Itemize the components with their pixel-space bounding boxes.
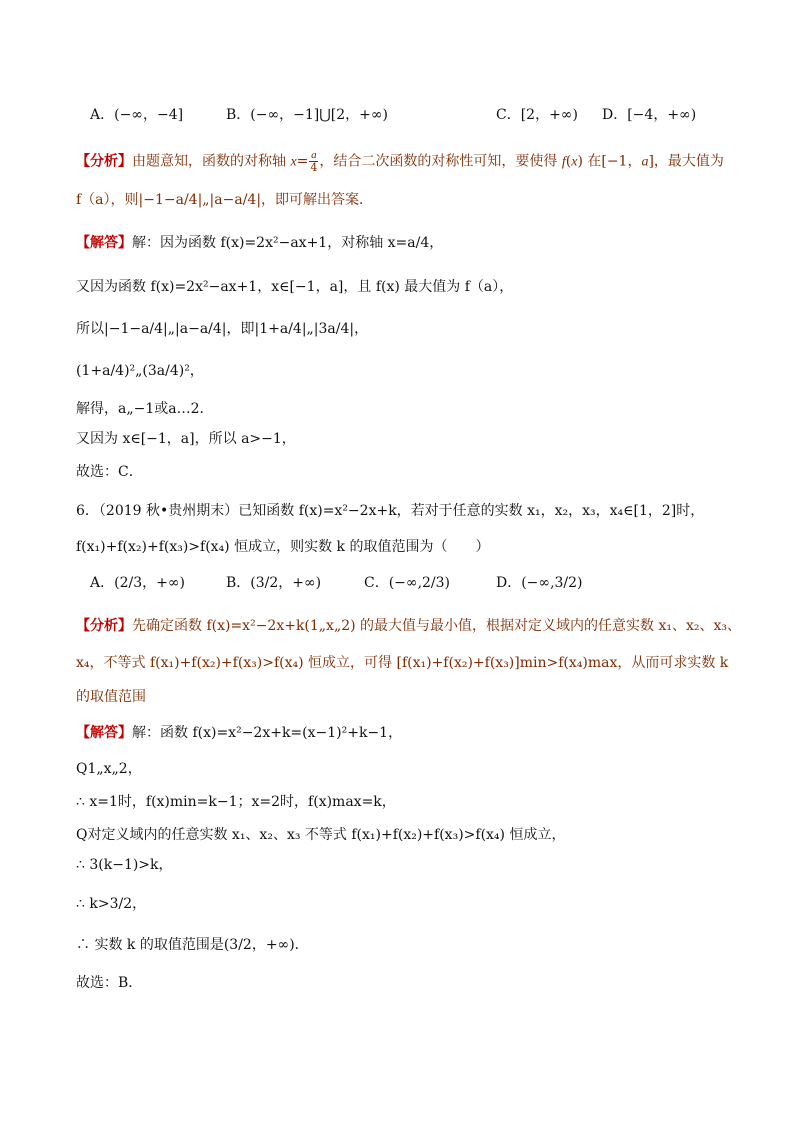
- q6-solution-line7: ∴ 实数 k 的取值范围是(3/2，+∞)．: [76, 937, 309, 953]
- q5-solution-line5: 解得，a„−1或a…2．: [76, 401, 214, 417]
- q6-solution-line6: ∴ k>3/2，: [76, 896, 147, 912]
- q6-solution-line3: ∴ x=1时，f(x)min=k−1；x=2时，f(x)max=k，: [76, 794, 396, 810]
- q5-solution-line1: [76, 236, 443, 250]
- option-a: A．(2/3，+∞): [90, 575, 185, 591]
- text: 由题意知，函数的对称轴: [132, 153, 291, 170]
- option-c: C．(−∞,2/3): [364, 575, 451, 591]
- option-b: B．(−∞，−1]⋃[2，+∞): [226, 107, 388, 123]
- option-d: D．(−∞,3/2): [496, 575, 583, 591]
- solution-tag: 【解答】: [76, 725, 132, 741]
- solution-tag: 【解答】: [76, 235, 132, 251]
- q5-solution-line4: (1+a/4)²„(3a/4)²，: [76, 363, 204, 379]
- text: 在[−1，: [582, 153, 642, 170]
- analysis-tag: 【分析】: [76, 618, 132, 634]
- q6-solution-line2: Q1„x„2，: [76, 761, 142, 777]
- q6-solution-line4: Q对定义域内的任意实数 x₁、x₂、x₃ 不等式 f(x₁)+f(x₂)+f(x₃)>f(x₄) 恒成立，: [76, 827, 566, 843]
- q6-solution-line1: [76, 726, 402, 740]
- q6-analysis-line2: x₄，不等式 f(x₁)+f(x₂)+f(x₃)>f(x₄) 恒成立，可得 [f(x₁)+f(x₂)+f(x₃)]min>f(x₄)max，从而可求实数 k: [76, 655, 729, 671]
- option-d: D．[−4，+∞): [602, 107, 697, 123]
- q6-stem-line2: f(x₁)+f(x₂)+f(x₃)>f(x₄) 恒成立，则实数 k 的取值范围为（ ）: [76, 539, 490, 555]
- q5-analysis-line1: 【分析】由题意知，函数的对称轴 x= $\frac{a}{4}$ ，结合二次函数的对称性可知，要使得 f(x) 在[−1，a]，最大值为: [76, 149, 724, 174]
- q6-solution-line8: 故选：B．: [76, 975, 143, 991]
- math: f: [561, 154, 566, 170]
- q5-solution-line6: 又因为 x∈[−1，a]，所以 a>−1，: [76, 431, 296, 447]
- option-c: C．[2，+∞): [496, 107, 578, 123]
- text: 先确定函数 f(x)=x²−2x+k(1„x„2) 的最大值与最小值，根据对定义域内的任意实数 x₁、x₂、x₃、: [132, 618, 741, 634]
- option-b: B．(3/2，+∞): [226, 575, 322, 591]
- text: ，结合二次函数的对称性可知，要使得: [319, 153, 562, 170]
- q5-solution-line3: 所以|−1−a/4|„|a−a/4|，即|1+a/4|„|3a/4|，: [76, 321, 369, 337]
- option-a: A．(−∞，−4]: [90, 107, 184, 123]
- q6-analysis-line3: 的取值范围: [76, 689, 146, 705]
- text: ]，最大值为: [648, 153, 724, 170]
- text: 解：因为函数 f(x)=2x²−ax+1，对称轴 x=a/4，: [132, 235, 444, 251]
- q6-analysis-line1: [76, 619, 741, 633]
- q5-solution-line7: 故选：C．: [76, 464, 143, 480]
- fraction: $\frac{a}{4}$: [310, 149, 318, 174]
- q5-analysis-line2: f（a），则|−1−a/4|„|a−a/4|，即可解出答案．: [76, 192, 374, 208]
- text: 解：函数 f(x)=x²−2x+k=(x−1)²+k−1，: [132, 725, 403, 741]
- q5-solution-line2: 又因为函数 f(x)=2x²−ax+1，x∈[−1，a]，且 f(x) 最大值为 f（a），: [76, 279, 514, 295]
- analysis-tag: 【分析】: [76, 153, 132, 170]
- math: x: [290, 154, 297, 170]
- q6-solution-line5: ∴ 3(k−1)>k，: [76, 857, 173, 873]
- q6-stem-line1: 6．（2019 秋•贵州期末）已知函数 f(x)=x²−2x+k，若对于任意的实数 x₁，x₂，x₃，x₄∈[1，2]时，: [76, 503, 705, 519]
